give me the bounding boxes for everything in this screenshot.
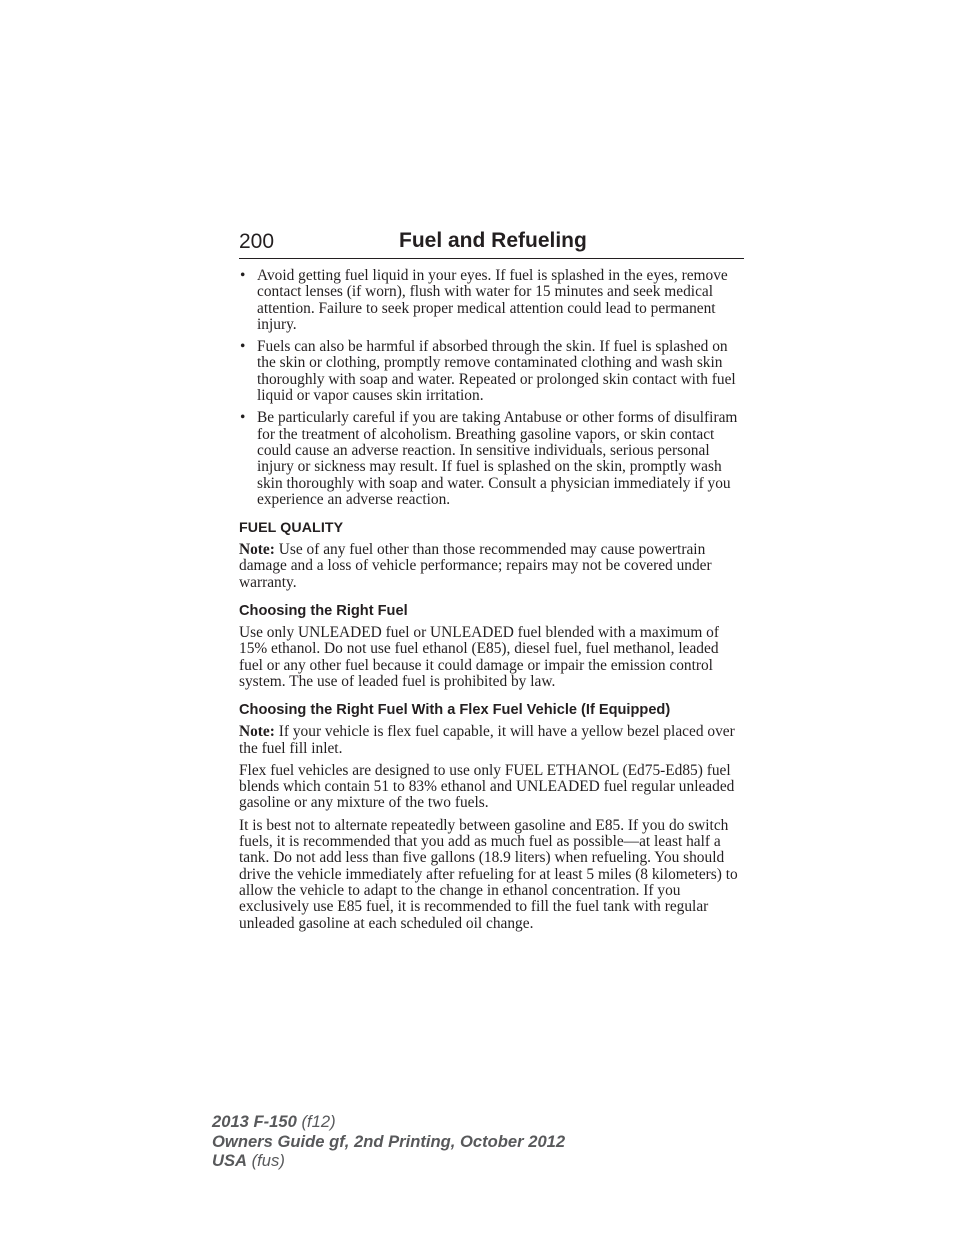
footer-guide: Owners Guide gf, 2nd Printing, October 2012 <box>212 1131 566 1151</box>
right-fuel-heading: Choosing the Right Fuel <box>239 603 408 620</box>
list-item-text: Fuels can also be harmful if absorbed through the skin. If fuel is splashed on the skin or clothing, promptly remove contaminated clothing and wash skin thoroughly with soap and water. Repeated or prolonged skin contact with fuel liquid or vapor causes skin irritation. <box>257 338 736 405</box>
list-item-text: Be particularly careful if you are taking Antabuse or other forms of disulfiram for the treatment of alcoholism. Breathing gasoline vapors, or skin contact could cause an adverse reaction. In sensitive individuals, serious personal injury or sickness may result. If fuel is splashed on the skin, promptly wash skin thoroughly with soap and water. Consult a physician immediately if you experience an adverse reaction. <box>257 409 738 508</box>
note-text: If your vehicle is flex fuel capable, it will have a yellow bezel placed over the fuel fill inlet. <box>239 723 735 757</box>
flex-fuel-paragraph-2: It is best not to alternate repeatedly between gasoline and E85. If you do switch fuels, it is recommended that you add as much fuel as possible—at least half a tank. Do not add less than five gallons (18.9 liters) when refueling. You should drive the vehicle immediately after refueling for at least 5 miles (8 kilometers) to allow the vehicle to adapt to the change in ethanol concentration. If you exclusively use E85 fuel, it is recommended to fill the fuel tank with regular unleaded gasoline at each scheduled oil change. <box>239 816 738 932</box>
footer-line-guide <box>212 1132 565 1152</box>
footer-model: 2013 F-150 <box>212 1112 297 1131</box>
chapter-title: Fuel and Refueling <box>399 229 587 252</box>
page-header <box>239 228 744 259</box>
footer-model-code: (f12) <box>296 1112 336 1131</box>
fuel-quality-heading: FUEL QUALITY <box>239 520 344 537</box>
list-item <box>239 410 744 508</box>
fuel-quality-note <box>239 542 744 591</box>
footer-line-market <box>212 1151 565 1171</box>
note-label: Note: <box>239 723 275 741</box>
note-text: Use of any fuel other than those recommended may cause powertrain damage and a loss of vehicle performance; repairs may not be covered under warranty. <box>239 541 712 591</box>
footer-market: USA <box>212 1151 248 1170</box>
footer-line-model <box>212 1112 565 1132</box>
list-item-text: Avoid getting fuel liquid in your eyes. If fuel is splashed in the eyes, remove contact lenses (if worn), flush with water for 15 minutes and seek medical attention. Failure to seek proper medical attention could lead to permanent injury. <box>257 267 728 333</box>
flex-fuel-note <box>239 724 744 757</box>
page-footer <box>212 1112 565 1171</box>
bullet-icon: • <box>240 409 246 427</box>
note-label: Note: <box>239 541 275 559</box>
warning-list <box>239 268 744 508</box>
page-number: 200 <box>239 230 275 253</box>
bullet-icon: • <box>240 267 246 284</box>
flex-fuel-heading: Choosing the Right Fuel With a Flex Fuel Vehicle (If Equipped) <box>239 702 671 719</box>
bullet-icon: • <box>240 338 246 356</box>
footer-market-code: (fus) <box>247 1151 285 1170</box>
list-item <box>239 339 744 404</box>
list-item <box>239 268 744 333</box>
page-content <box>239 268 744 938</box>
flex-fuel-paragraph-1: Flex fuel vehicles are designed to use only FUEL ETHANOL (Ed75-Ed85) fuel blends which contain 51 to 83% ethanol and UNLEADED fuel regular unleaded gasoline or any mixture of the two fuels. <box>239 761 735 812</box>
right-fuel-paragraph: Use only UNLEADED fuel or UNLEADED fuel blended with a maximum of 15% ethanol. Do not use fuel ethanol (E85), diesel fuel, fuel methanol, leaded fuel or any other fuel because it could damage or impair the emission control system. The use of leaded fuel is prohibited by law. <box>239 624 719 690</box>
